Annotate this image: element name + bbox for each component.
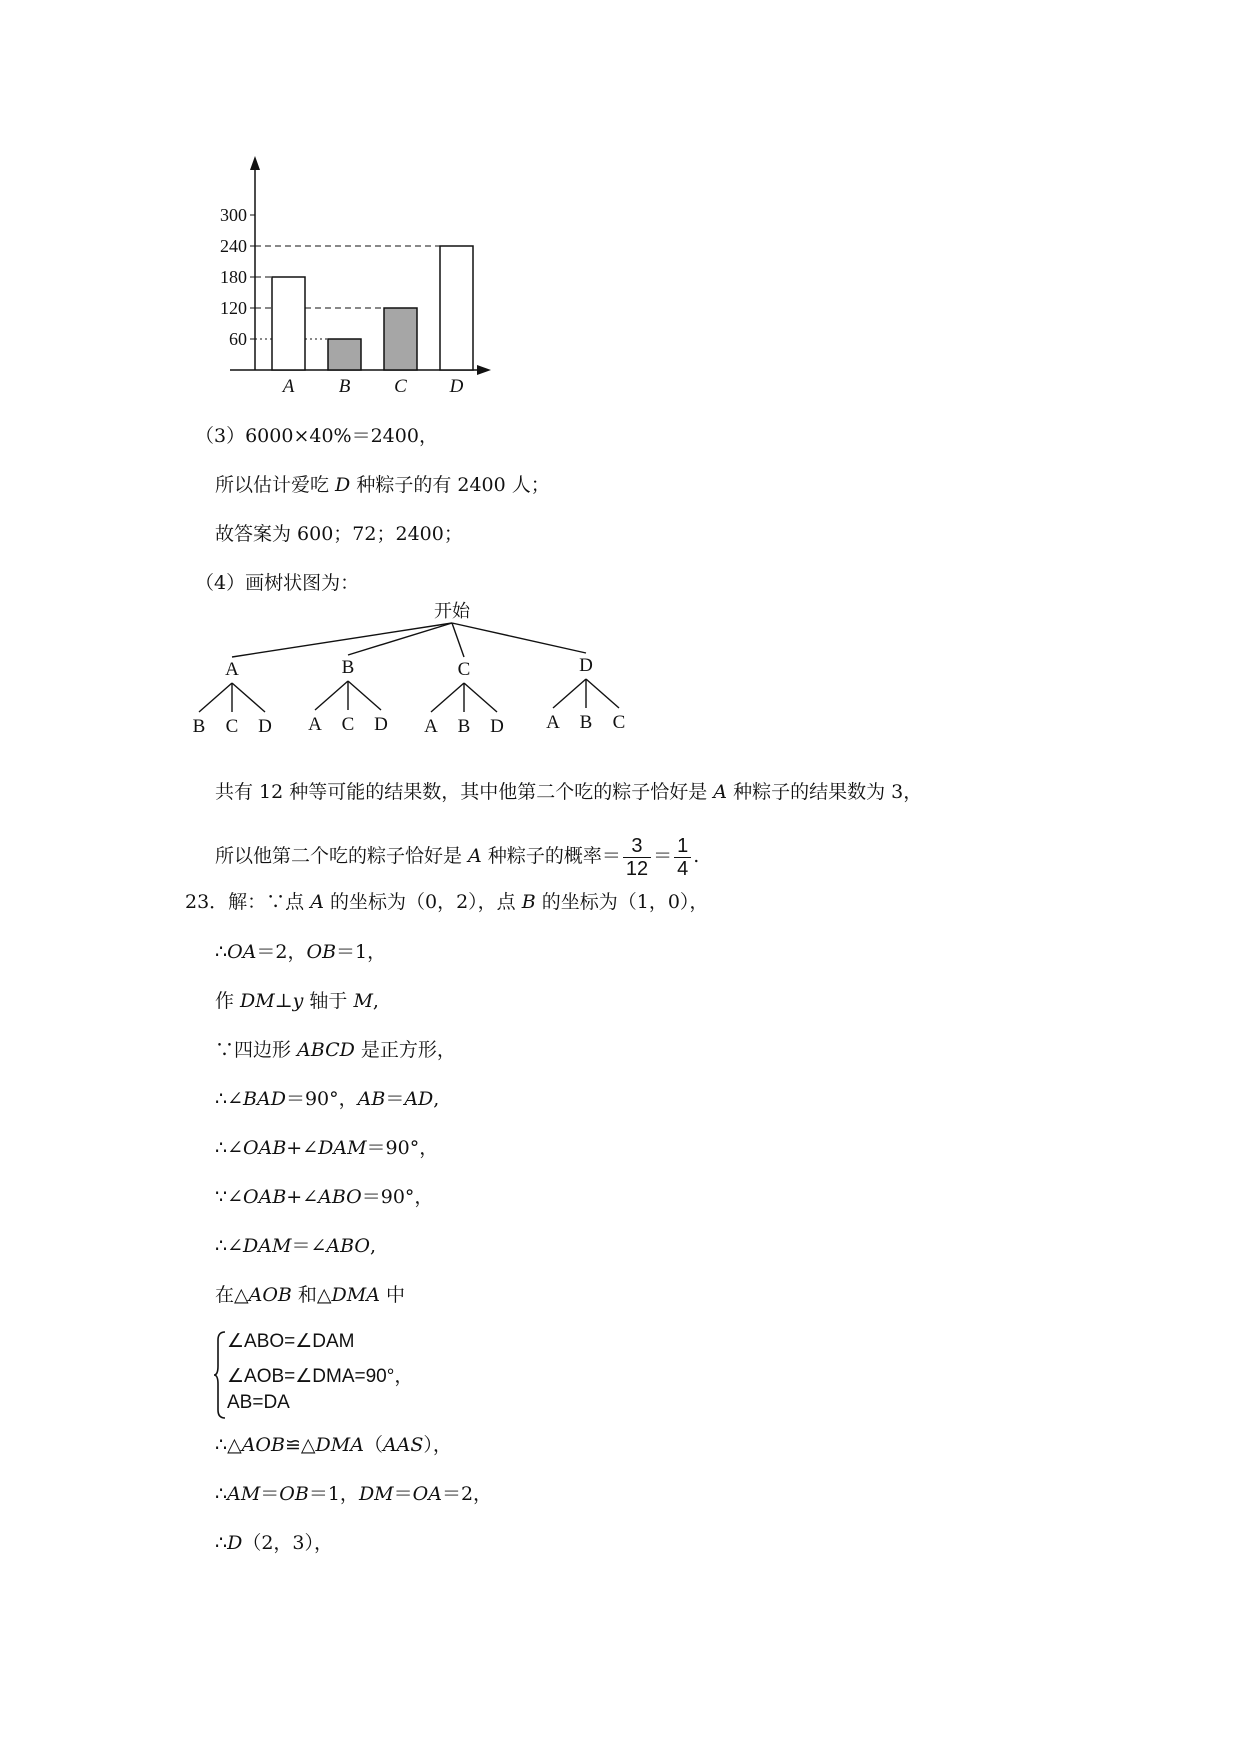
text-segment: ＝1，: [308, 1483, 359, 1505]
line-step5: [215, 1136, 438, 1160]
var-DMA: DMA: [315, 1434, 364, 1456]
tree-edge: [348, 681, 381, 710]
y-tick-label: 180: [220, 267, 247, 287]
var-A: A: [713, 781, 728, 803]
tree-edge: [199, 683, 232, 712]
comma: ,: [369, 1235, 377, 1257]
equation-system: [213, 1330, 453, 1420]
text-segment: （2，3），: [242, 1532, 334, 1554]
x-tick-label: D: [449, 376, 464, 397]
var-ABO: ABO: [318, 1186, 362, 1208]
var-D: D: [227, 1532, 243, 1554]
line-step6: [215, 1185, 433, 1209]
text-segment: ＝1，: [336, 941, 387, 963]
tree-leaf: C: [341, 714, 355, 735]
text-segment: （: [363, 1434, 383, 1456]
var-AB: AB: [357, 1088, 386, 1110]
x-tick-label: C: [394, 376, 407, 397]
var-OA: OA: [412, 1483, 442, 1505]
text-segment: 是正方形，: [354, 1039, 456, 1061]
text-segment: ∴∠: [215, 1137, 244, 1159]
fraction-3-12: [623, 835, 651, 880]
comma: ,: [372, 990, 379, 1012]
tree-edge: [431, 683, 464, 712]
system-eq-2: ∠AOB=∠DMA=90°，: [227, 1366, 414, 1387]
x-tick-label: B: [338, 376, 351, 397]
y-tick-label: 300: [220, 205, 247, 225]
text-segment: +∠: [286, 1186, 319, 1208]
tree-edge: [464, 683, 497, 712]
line-step11: [215, 1531, 333, 1555]
tree-leaf: B: [192, 716, 206, 737]
line-step1: [215, 940, 386, 964]
line-q23-intro: [185, 890, 708, 914]
text-segment: 和△: [291, 1284, 332, 1306]
line-estimate: [215, 473, 550, 497]
tree-leaf: C: [612, 712, 626, 733]
x-axis-arrow: [477, 365, 491, 375]
var-B: B: [521, 891, 536, 913]
equals: ＝: [653, 845, 673, 867]
y-axis-arrow: [250, 156, 260, 170]
text-segment: ＝2，: [256, 941, 307, 963]
y-tick-label: 240: [220, 236, 247, 256]
var-AM: AM: [227, 1483, 261, 1505]
tree-leaf: B: [457, 716, 471, 737]
tree-leaf: D: [490, 716, 504, 737]
var-D: D: [335, 474, 351, 496]
perp-symbol: ⊥: [274, 990, 293, 1012]
bar-D: [440, 246, 473, 370]
line-step3: [215, 1038, 456, 1062]
text-segment: 共有 12 种等可能的结果数，其中他第二个吃的粽子恰好是: [215, 781, 714, 803]
var-AAS: AAS: [382, 1434, 424, 1456]
line-step4: [215, 1087, 439, 1111]
text-segment: 所以他第二个吃的粽子恰好是: [215, 845, 469, 867]
text-segment: ＝90°，: [366, 1137, 439, 1159]
line-step9: [215, 1433, 452, 1457]
tree-edge: [315, 681, 348, 710]
var-DM: DM: [358, 1483, 394, 1505]
tree-edge: [553, 679, 586, 708]
line-outcomes: [215, 780, 922, 804]
var-y: y: [292, 990, 304, 1012]
text-segment: ＝: [385, 1088, 405, 1110]
text-segment: ∴: [215, 1483, 228, 1505]
text-segment: ∵∠: [215, 1186, 244, 1208]
text-segment: 的坐标为（0，2），点: [323, 891, 522, 913]
text-segment: ＝: [393, 1483, 413, 1505]
denominator: 4: [677, 857, 689, 880]
x-tick-label: A: [282, 376, 295, 397]
var-DAM: DAM: [318, 1137, 367, 1159]
line-probability: [215, 830, 699, 882]
tree-leaf: B: [579, 712, 593, 733]
var-AD: AD: [404, 1088, 434, 1110]
var-OAB: OAB: [243, 1186, 287, 1208]
text-segment: 轴于: [303, 990, 354, 1012]
tree-edge: [348, 623, 452, 655]
fraction-1-4: [674, 835, 691, 880]
text-segment: 中: [379, 1284, 406, 1306]
line-part4: （4）画树状图为：: [195, 572, 360, 594]
var-DAM: DAM: [243, 1235, 292, 1257]
numerator: 3: [623, 835, 651, 858]
text-segment: ∵四边形: [215, 1039, 298, 1061]
tree-leaf: A: [546, 712, 560, 733]
var-ABO: ABO: [326, 1235, 370, 1257]
text-segment: 种粽子的有 2400 人；: [350, 474, 550, 496]
tree-diagram: [192, 595, 720, 755]
var-A: A: [310, 891, 324, 913]
tree-edge: [586, 679, 619, 708]
line-answer: 故答案为 600；72；2400；: [215, 523, 463, 545]
var-OA: OA: [227, 941, 257, 963]
tree-node-level1: C: [457, 659, 471, 680]
text-segment: 所以估计爱吃: [215, 474, 336, 496]
text-segment: ），: [423, 1434, 452, 1456]
text-segment: ＝2，: [441, 1483, 493, 1505]
tree-leaf: D: [258, 716, 272, 737]
text-segment: 种粽子的结果数为 3，: [727, 781, 923, 803]
var-OB: OB: [306, 941, 337, 963]
text-segment: ＝∠: [291, 1235, 327, 1257]
line-step8: [215, 1283, 405, 1307]
text-segment: +∠: [286, 1137, 319, 1159]
text-segment: ∴∠: [215, 1235, 244, 1257]
comma: ,: [433, 1088, 440, 1110]
tree-edge: [452, 623, 586, 653]
denominator: 12: [625, 857, 649, 880]
var-AOB: AOB: [248, 1284, 292, 1306]
text-segment: ＝: [260, 1483, 280, 1505]
var-DM: DM: [240, 990, 275, 1012]
line-step2: [215, 989, 379, 1013]
text-segment: ∴△: [215, 1434, 242, 1456]
tree-leaf: A: [424, 716, 438, 737]
text-segment: ∴∠: [215, 1088, 244, 1110]
y-tick-label: 120: [220, 298, 247, 318]
y-tick-label: 60: [229, 329, 247, 349]
left-brace-icon: [213, 1330, 227, 1420]
tree-node-level1: A: [225, 659, 239, 680]
text-segment: ＝90°，: [285, 1088, 358, 1110]
text-segment: 作: [215, 990, 241, 1012]
therefore: ∴: [215, 941, 228, 963]
tree-node-level1: D: [579, 655, 593, 676]
var-AOB: AOB: [241, 1434, 285, 1456]
bar-A: [272, 277, 305, 370]
tree-leaf: D: [374, 714, 388, 735]
text-segment: 在△: [215, 1284, 249, 1306]
tree-root-label: 开始: [434, 601, 470, 621]
tree-leaf: C: [225, 716, 239, 737]
var-M: M: [353, 990, 373, 1012]
var-OAB: OAB: [243, 1137, 287, 1159]
system-eq-3: AB=DA: [227, 1392, 290, 1413]
bar-B: [328, 339, 361, 370]
tree-leaf: A: [308, 714, 322, 735]
text-segment: 的坐标为（1，0），: [535, 891, 709, 913]
tree-edge: [232, 683, 265, 712]
period: .: [693, 845, 700, 867]
tree-edge: [452, 623, 464, 657]
bar-C: [384, 308, 417, 370]
var-ABCD: ABCD: [297, 1039, 355, 1061]
line-step7: [215, 1234, 376, 1258]
var-BAD: BAD: [243, 1088, 286, 1110]
tree-node-level1: B: [341, 657, 355, 678]
var-A: A: [468, 845, 482, 867]
text-segment: ≌△: [284, 1434, 316, 1456]
var-DMA: DMA: [331, 1284, 380, 1306]
system-eq-1: ∠ABO=∠DAM: [227, 1331, 355, 1352]
text-segment: 23．解：∵点: [185, 891, 311, 913]
tree-edge: [232, 623, 452, 657]
numerator: 1: [674, 835, 691, 858]
text-segment: ＝90°，: [361, 1186, 434, 1208]
line-part3-calc: （3）6000×40%＝2400，: [195, 425, 438, 447]
line-step10: [215, 1482, 492, 1506]
var-OB: OB: [279, 1483, 309, 1505]
text-segment: 种粽子的概率＝: [481, 845, 621, 867]
text-segment: ∴: [215, 1532, 228, 1554]
bar-chart: [200, 150, 520, 400]
